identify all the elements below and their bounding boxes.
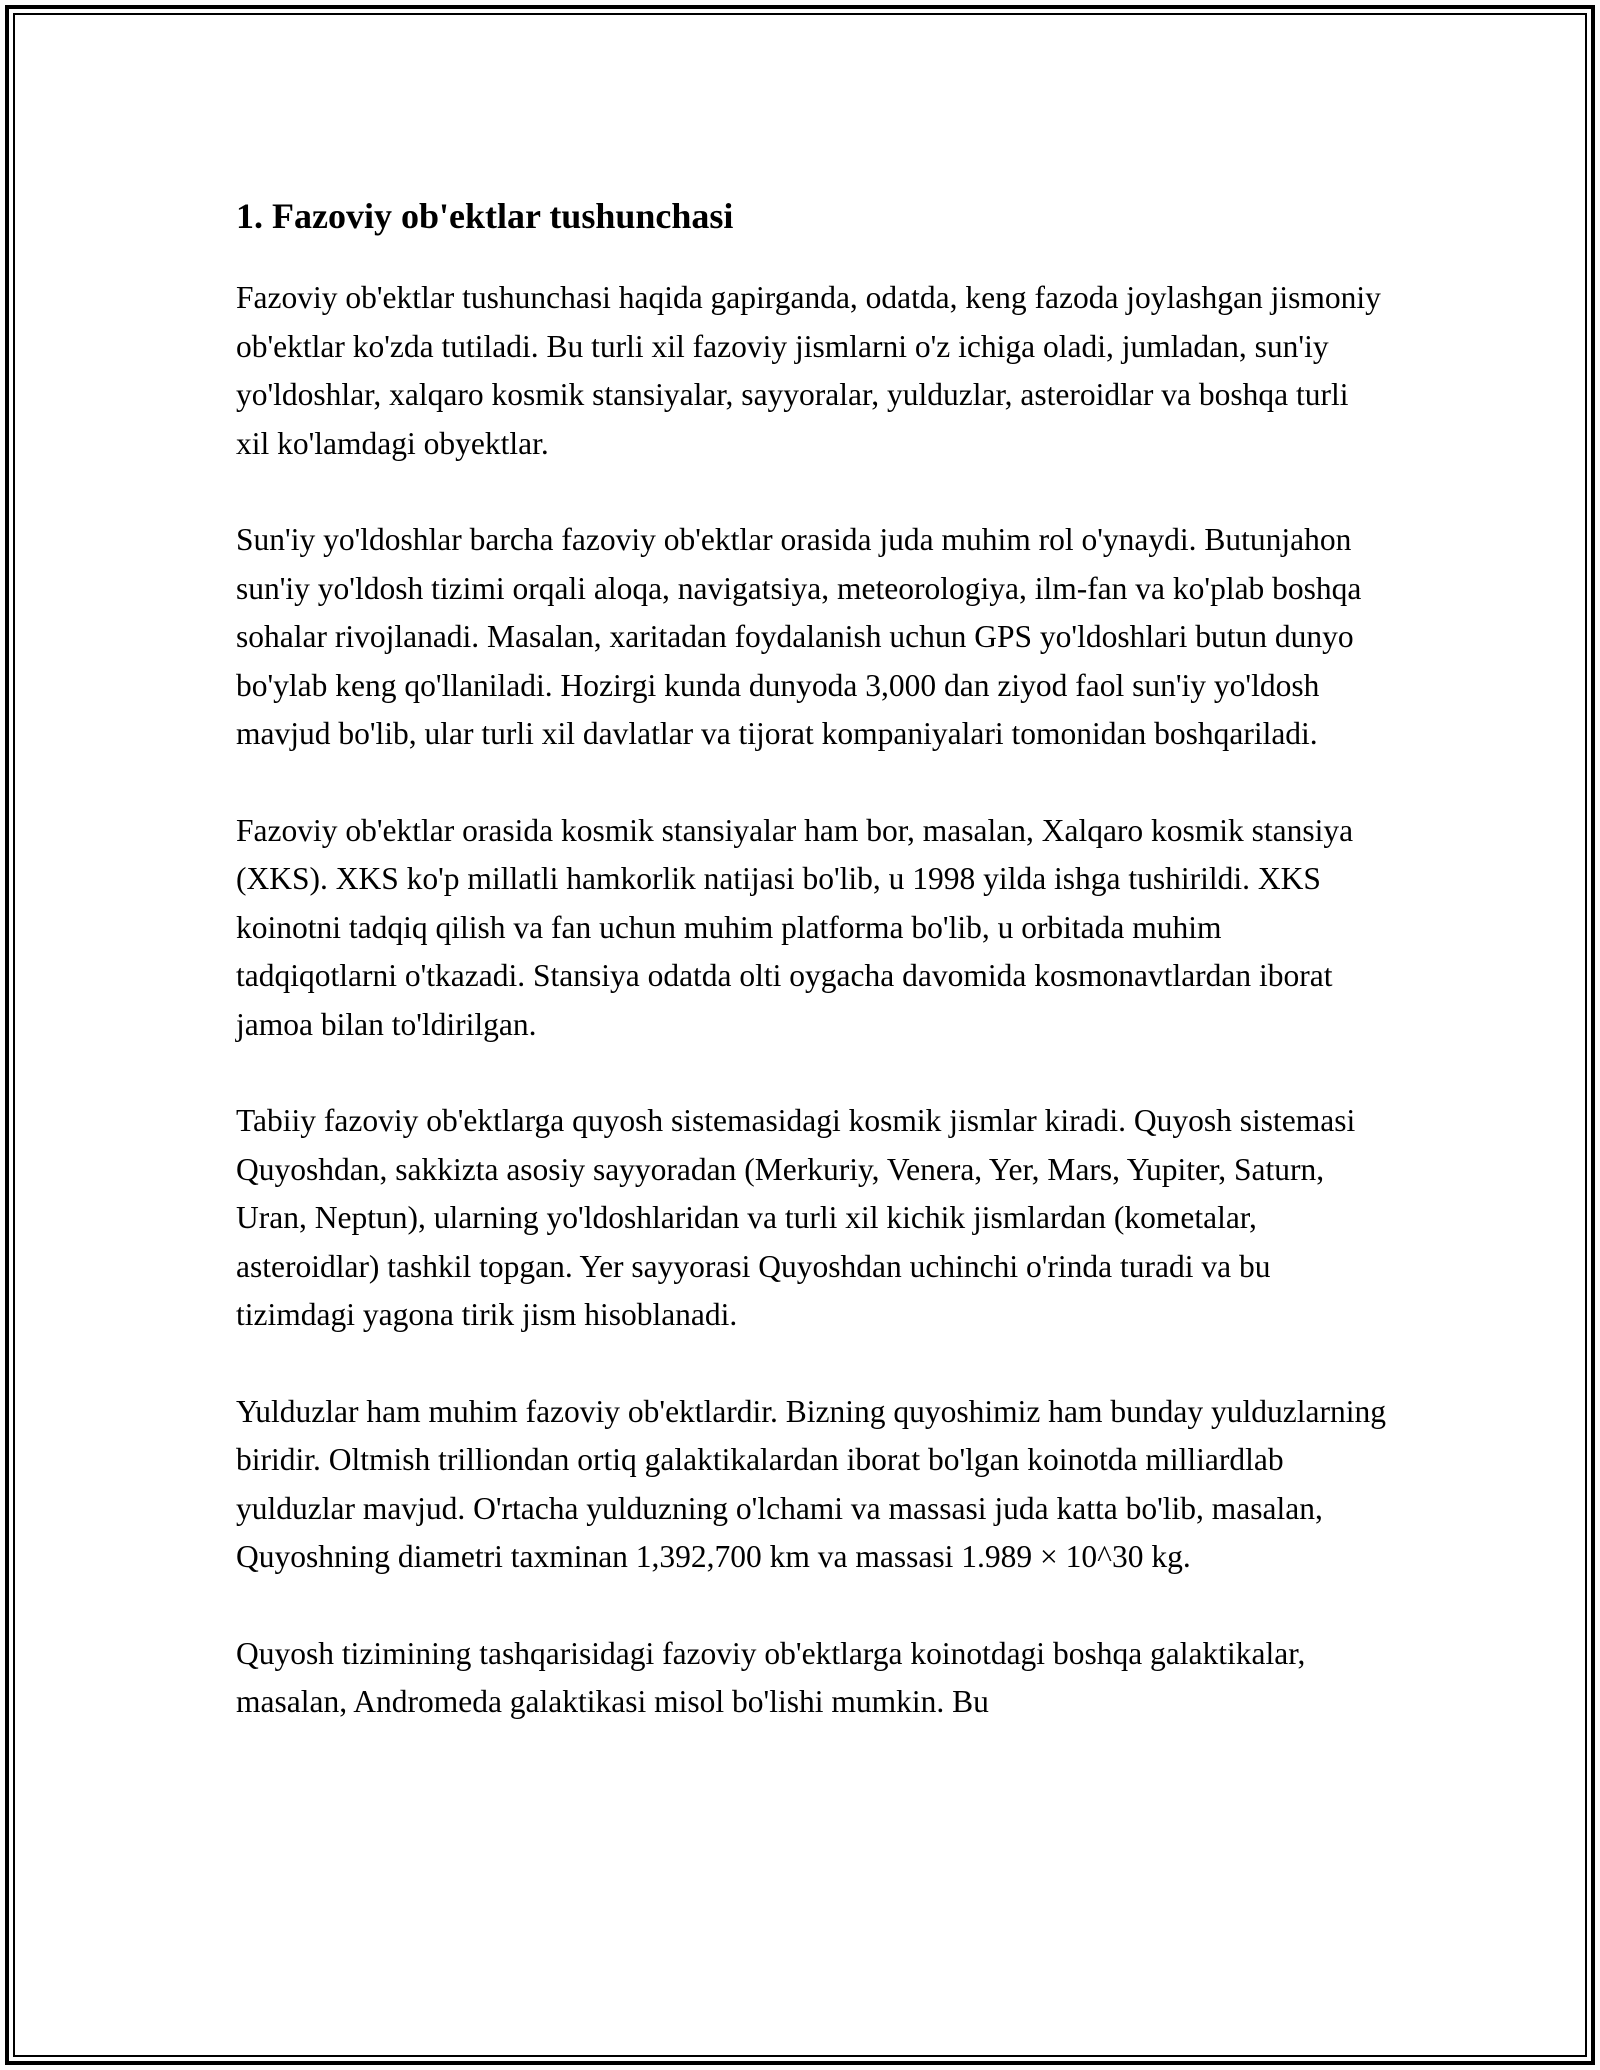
paragraph-stars: Yulduzlar ham muhim fazoviy ob'ektlardir. Bizning quyoshimiz ham bunday yulduzlarning biridir. Oltmish trilliondan ortiq galaktikalardan iborat bo'lgan koinotda milliardlab yulduzlar mavjud. O'rtacha yulduzning o'lchami va massasi juda katta bo'lib, masalan, Quyoshning diametri taxminan 1,392,700 km va massasi 1.989 × 10^30 kg.	[236, 1393, 1386, 1574]
section-heading: 1. Fazoviy ob'ektlar tushunchasi	[236, 196, 734, 236]
paragraph-satellites: Sun'iy yo'ldoshlar barcha fazoviy ob'ektlar orasida juda muhim rol o'ynaydi. Butunjahon sun'iy yo'ldosh tizimi orqali aloqa, navigatsiya, meteorologiya, ilm-fan va ko'plab boshqa sohalar rivojlanadi. Masalan, xaritadan foydalanish uchun GPS yo'ldoshlari butun dunyo bo'ylab keng qo'llaniladi. Hozirgi kunda dunyoda 3,000 dan ziyod faol sun'iy yo'ldosh mavjud bo'lib, ular turli xil davlatlar va tijorat kompaniyalari tomonidan boshqariladi.	[236, 522, 1362, 751]
paragraph-solar-system: Tabiiy fazoviy ob'ektlarga quyosh sistemasidagi kosmik jismlar kiradi. Quyosh sistemasi Quyoshdan, sakkizta asosiy sayyoradan (Merkuriy, Venera, Yer, Mars, Yupiter, Saturn, Uran, Neptun), ularning yo'ldoshlaridan va turli xil kichik jismlardan (kometalar, asteroidlar) tashkil topgan. Yer sayyorasi Quyoshdan uchinchi o'rinda turadi va bu tizimdagi yagona tirik jism hisoblanadi.	[236, 1103, 1356, 1332]
paragraph-space-stations: Fazoviy ob'ektlar orasida kosmik stansiyalar ham bor, masalan, Xalqaro kosmik stansiya (XKS). XKS ko'p millatli hamkorlik natijasi bo'lib, u 1998 yilda ishga tushirildi. XKS koinotni tadqiq qilish va fan uchun muhim platforma bo'lib, u orbitada muhim tadqiqotlarni o'tkazadi. Stansiya odatda olti oygacha davomida kosmonavtlardan iborat jamoa bilan to'ldirilgan.	[236, 812, 1354, 1042]
paragraph-intro: Fazoviy ob'ektlar tushunchasi haqida gapirganda, odatda, keng fazoda joylashgan jismoniy ob'ektlar ko'zda tutiladi. Bu turli xil fazoviy jismlarni o'z ichiga oladi, jumladan, sun'iy yo'ldoshlar, xalqaro kosmik stansiyalar, sayyoralar, yulduzlar, asteroidlar va boshqa turli xil ko'lamdagi obyektlar.	[236, 280, 1381, 461]
paragraph-galaxies: Quyosh tizimining tashqarisidagi fazoviy ob'ektlarga koinotdagi boshqa galaktikalar, masalan, Andromeda galaktikasi misol bo'lishi mumkin. Bu	[236, 1635, 1306, 1719]
document-body	[236, 188, 1386, 1775]
